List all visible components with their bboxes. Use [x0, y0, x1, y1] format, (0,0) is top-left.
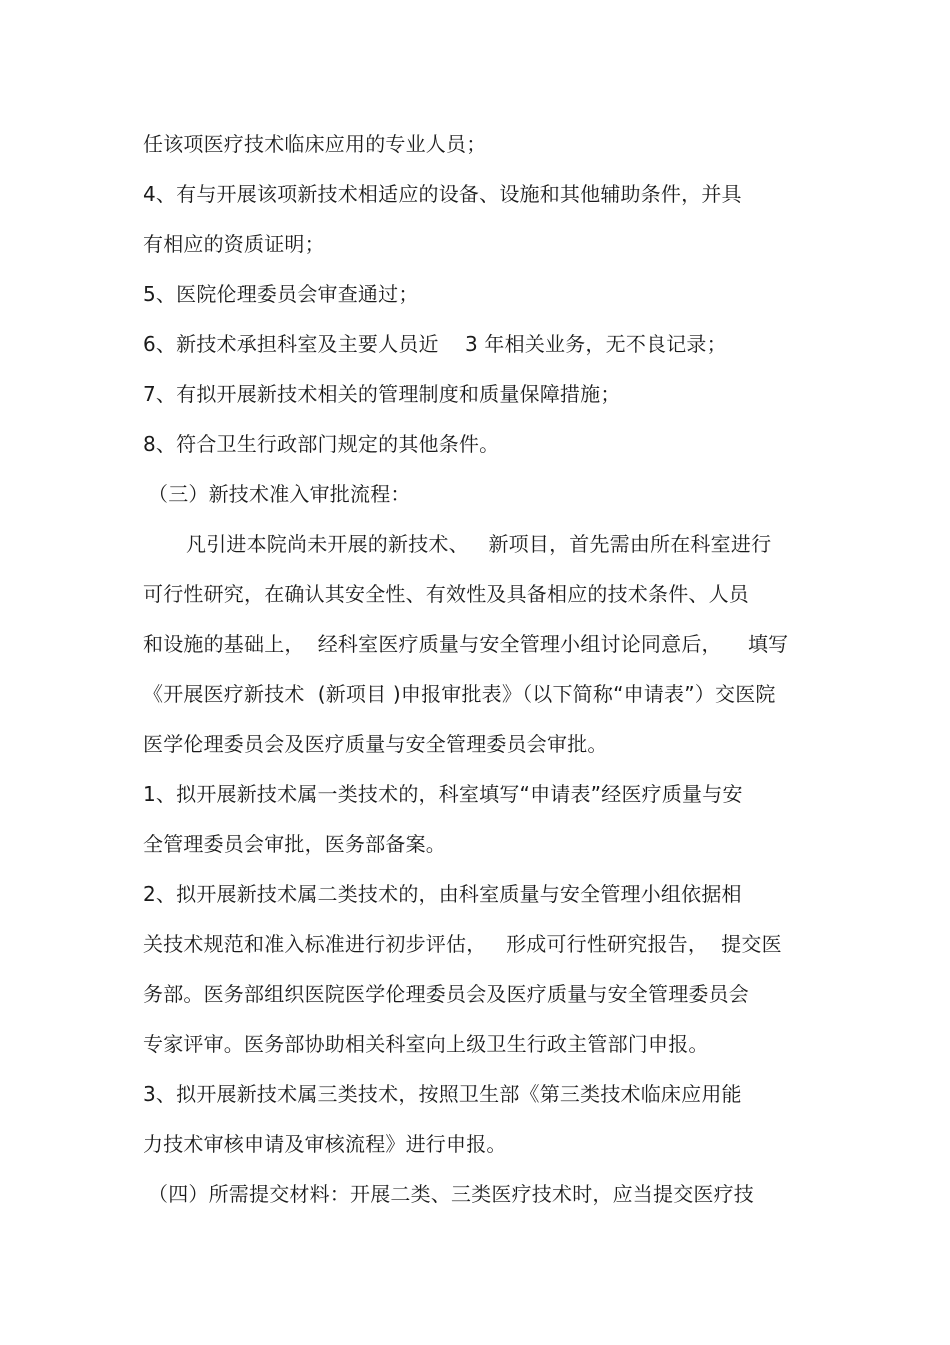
section-heading: （四）所需提交材料：开展二类、三类医疗技术时，应当提交医疗技 — [148, 1182, 754, 1206]
text-line: 力技术审核申请及审核流程》进行申报。 — [143, 1132, 507, 1156]
text-line: 8、符合卫生行政部门规定的其他条件。 — [143, 432, 500, 456]
text-line: 关技术规范和准入标准进行初步评估， 形成可行性研究报告， 提交医 — [143, 932, 782, 956]
text-line: 1、拟开展新技术属一类技术的，科室填写“申请表”经医疗质量与安 — [143, 782, 743, 806]
text-line: 和设施的基础上， 经科室医疗质量与安全管理小组讨论同意后， 填写 — [143, 632, 789, 656]
text-line: 医学伦理委员会及医疗质量与安全管理委员会审批。 — [143, 732, 608, 756]
text-line: 有相应的资质证明； — [143, 232, 325, 256]
text-line: 7、有拟开展新技术相关的管理制度和质量保障措施； — [143, 382, 621, 406]
text-line: 任该项医疗技术临床应用的专业人员； — [143, 132, 487, 156]
text-line: 凡引进本院尚未开展的新技术、 新项目，首先需由所在科室进行 — [186, 532, 772, 556]
text-line: 《开展医疗新技术 (新项目 )申报审批表》（以下简称“申请表”）交医院 — [143, 682, 776, 706]
section-heading: （三）新技术准入审批流程： — [148, 482, 411, 506]
text-line: 全管理委员会审批，医务部备案。 — [143, 832, 446, 856]
text-line: 务部。医务部组织医院医学伦理委员会及医疗质量与安全管理委员会 — [143, 982, 749, 1006]
text-line: 可行性研究，在确认其安全性、有效性及具备相应的技术条件、人员 — [143, 582, 749, 606]
text-line: 2、拟开展新技术属二类技术的，由科室质量与安全管理小组依据相 — [143, 882, 742, 906]
text-line: 6、新技术承担科室及主要人员近 3 年相关业务，无不良记录； — [143, 332, 727, 356]
text-line: 5、医院伦理委员会审查通过； — [143, 282, 419, 306]
text-line: 3、拟开展新技术属三类技术，按照卫生部《第三类技术临床应用能 — [143, 1082, 742, 1106]
text-line: 专家评审。医务部协助相关科室向上级卫生行政主管部门申报。 — [143, 1032, 709, 1056]
text-line: 4、有与开展该项新技术相适应的设备、设施和其他辅助条件，并具 — [143, 182, 742, 206]
